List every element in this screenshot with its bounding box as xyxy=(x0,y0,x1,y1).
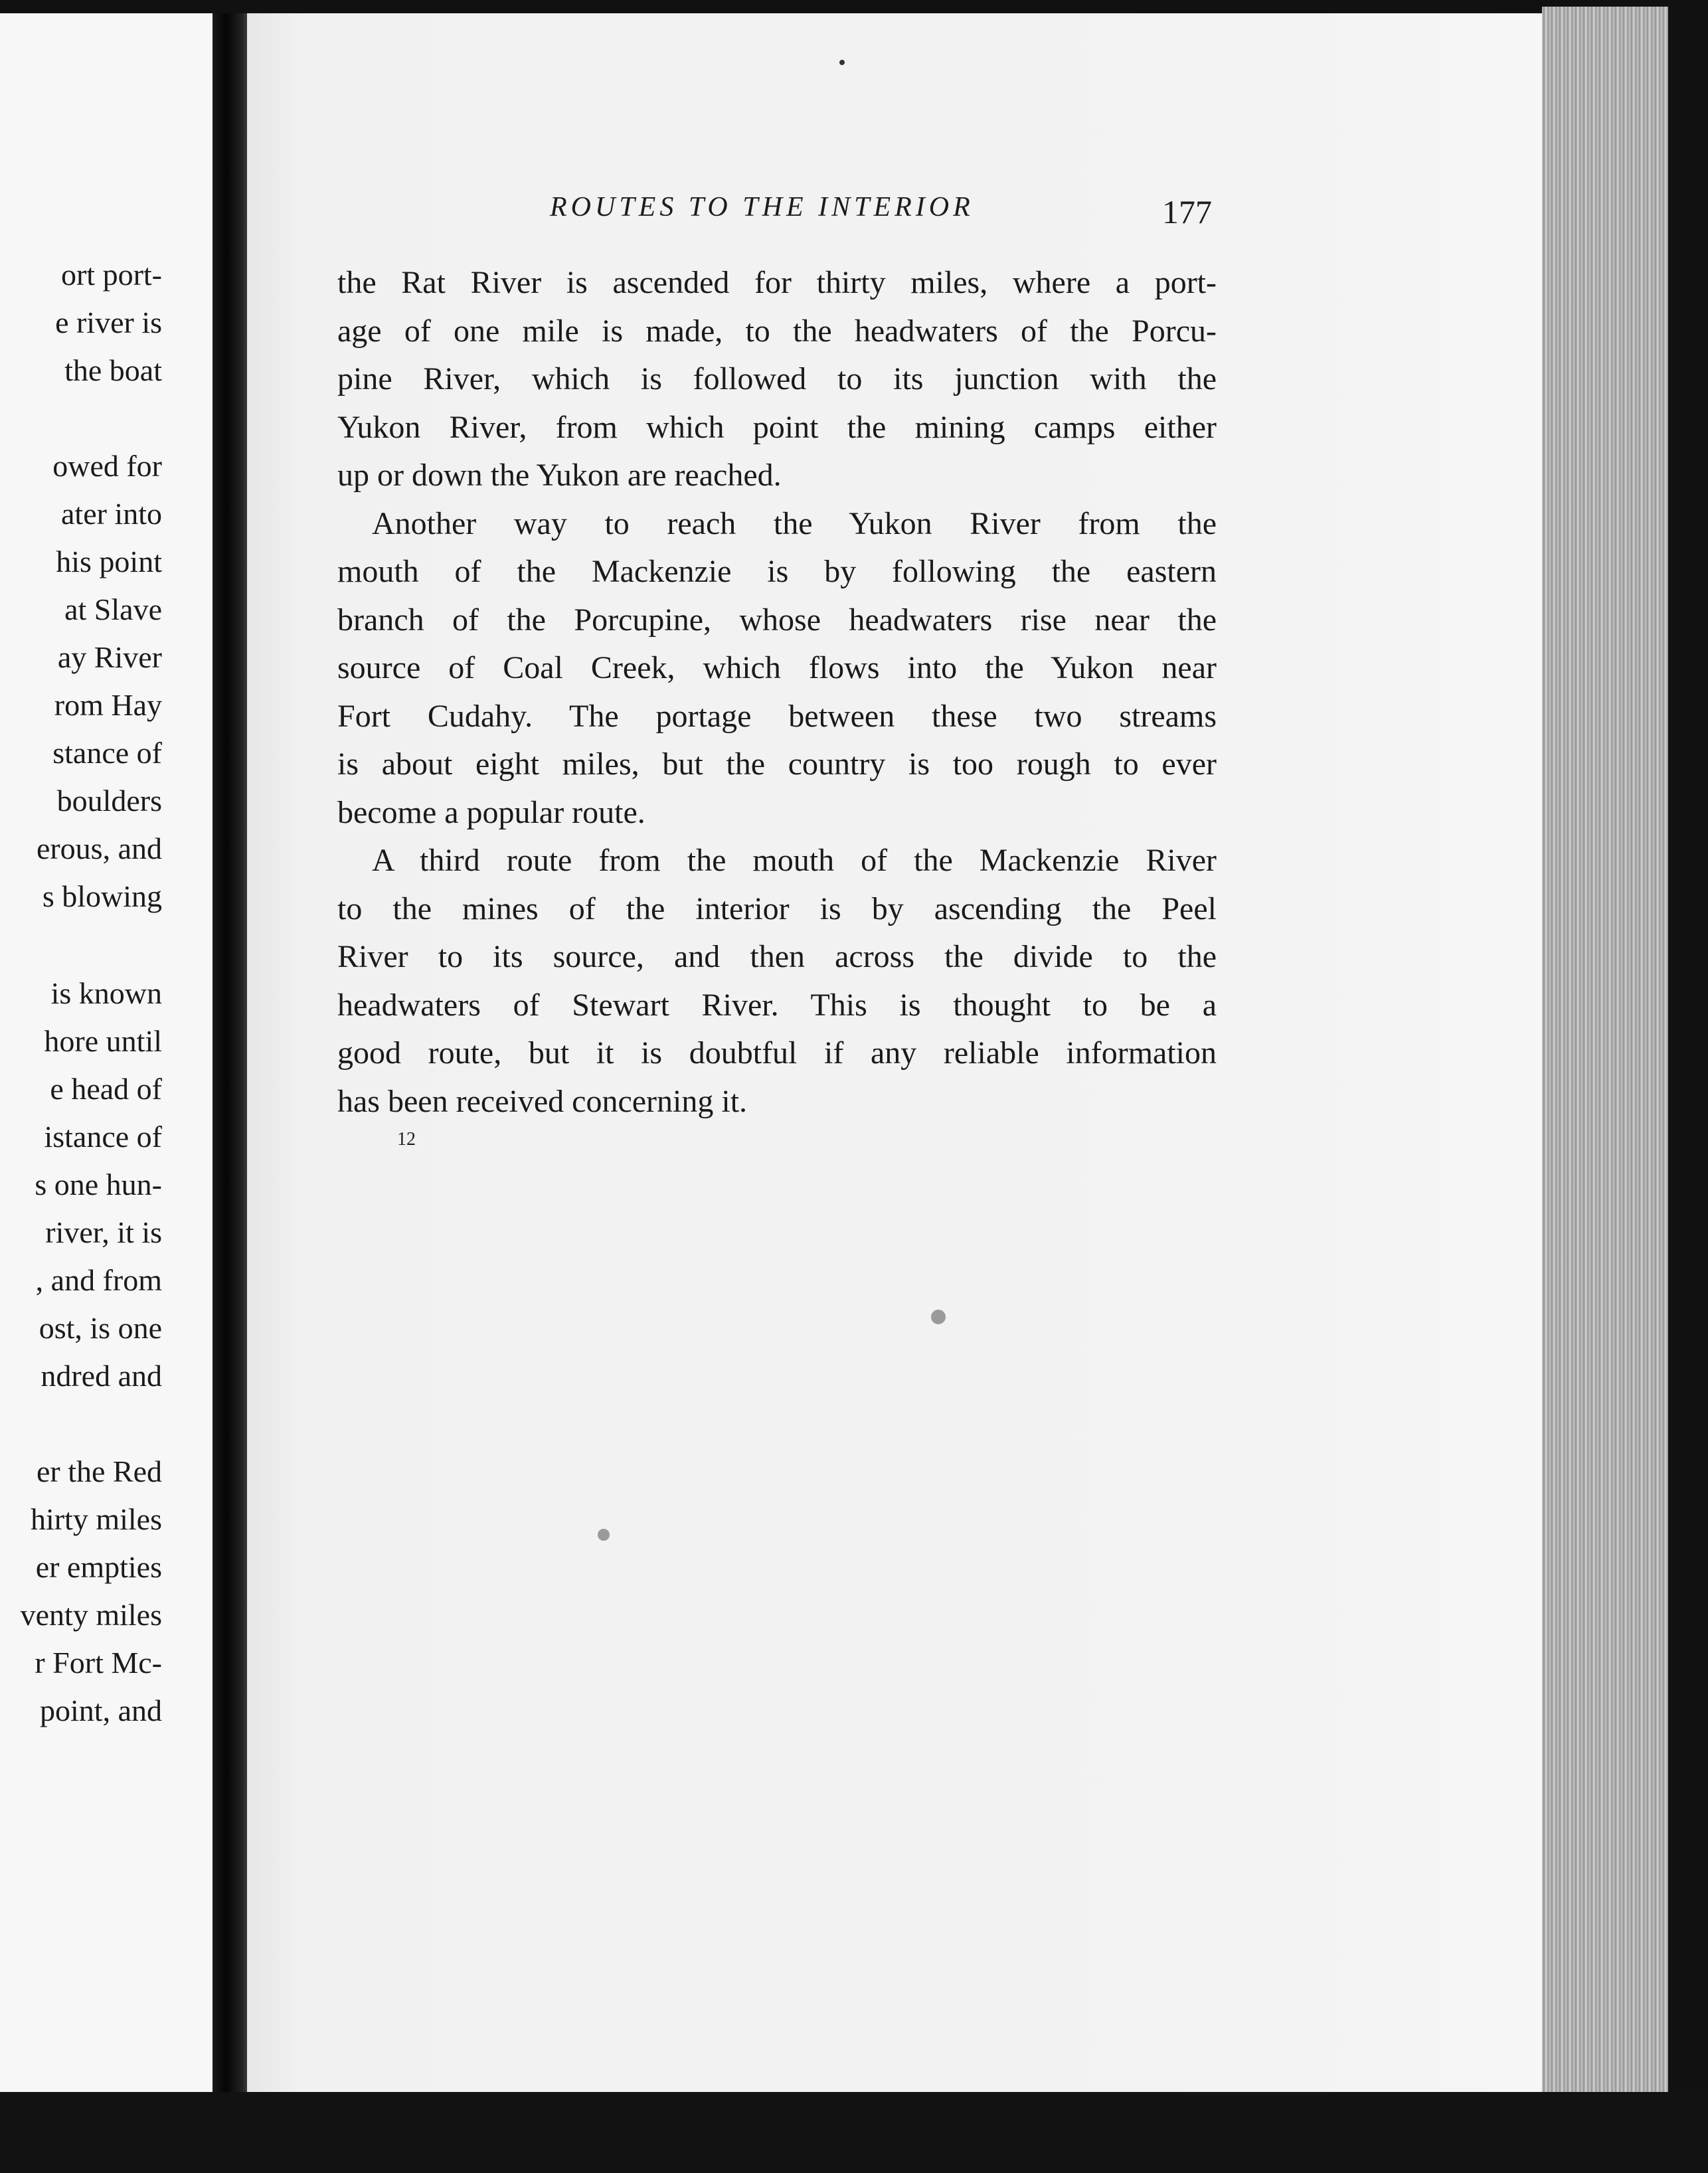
left-line: er empties xyxy=(35,1550,162,1584)
text-line: branch of the Porcupine, whose headwaters rise near the xyxy=(337,602,1217,638)
left-line: r Fort Mc- xyxy=(35,1646,162,1680)
text-line: Fort Cudahy. The portage between these two streams xyxy=(337,698,1217,734)
scanner-background-top xyxy=(0,0,1708,13)
text-line: headwaters of Stewart River. This is thought to be a xyxy=(337,987,1217,1023)
left-line: boulders xyxy=(56,784,162,818)
left-facing-page xyxy=(0,13,213,2132)
text-line: source of Coal Creek, which flows into the Yukon near xyxy=(337,650,1217,685)
paragraph xyxy=(337,500,1217,837)
text-line: is about eight miles, but the country is too rough to ever xyxy=(337,746,1217,782)
text-line: Another way to reach the Yukon River from the xyxy=(372,505,1217,541)
scanner-background-bottom xyxy=(0,2092,1708,2173)
text-line: mouth of the Mackenzie is by following the eastern xyxy=(337,554,1217,589)
text-line: good route, but it is doubtful if any reliable information xyxy=(337,1035,1217,1071)
left-line: point, and xyxy=(40,1694,162,1727)
left-line: ater into xyxy=(61,497,162,531)
left-line: his point xyxy=(56,545,162,578)
page-number: 177 xyxy=(1162,193,1212,230)
left-line: ndred and xyxy=(41,1359,162,1393)
text-line: River to its source, and then across the divide to the xyxy=(337,939,1217,974)
text-line: has been received concerning it. xyxy=(337,1083,748,1119)
left-line: venty miles xyxy=(20,1598,162,1632)
text-line: Yukon River, from which point the mining camps either xyxy=(337,409,1217,445)
signature-mark: 12 xyxy=(397,1129,416,1150)
left-line: river, it is xyxy=(45,1215,162,1249)
paper-speck xyxy=(598,1529,610,1541)
left-line: e head of xyxy=(50,1072,162,1106)
left-line: rom Hay xyxy=(54,688,162,722)
left-line: s blowing xyxy=(42,879,162,913)
left-line: is known xyxy=(50,976,162,1010)
left-line: ost, is one xyxy=(39,1311,162,1345)
text-line: age of one mile is made, to the headwaters of the Porcu- xyxy=(337,313,1217,349)
left-line: the boat xyxy=(64,353,162,387)
left-line: , and from xyxy=(35,1263,162,1297)
text-line: the Rat River is ascended for thirty miles, where a port- xyxy=(337,265,1217,300)
text-line: up or down the Yukon are reached. xyxy=(337,458,782,493)
left-line: hore until xyxy=(44,1024,162,1058)
left-line: e river is xyxy=(55,305,162,339)
paragraph xyxy=(337,259,1217,500)
book-gutter xyxy=(213,13,247,2112)
left-line: istance of xyxy=(44,1120,162,1154)
body-text xyxy=(337,259,1217,1126)
left-line: er the Red xyxy=(36,1454,162,1488)
left-line: at Slave xyxy=(64,592,162,626)
paper-speck xyxy=(931,1310,946,1324)
left-line: hirty miles xyxy=(30,1502,162,1536)
running-head: ROUTES TO THE INTERIOR xyxy=(550,192,974,222)
text-line: become a popular route. xyxy=(337,794,645,830)
scanner-background-right xyxy=(1668,0,1708,2173)
page-edges xyxy=(1542,7,1668,2132)
left-line: erous, and xyxy=(36,831,162,865)
text-line: to the mines of the interior is by ascending the Peel xyxy=(337,891,1217,926)
left-line: owed for xyxy=(52,449,162,483)
paper-speck xyxy=(839,60,845,65)
left-line: stance of xyxy=(52,736,162,770)
left-line: ay River xyxy=(57,640,162,674)
text-line: A third route from the mouth of the Mackenzie River xyxy=(372,843,1217,878)
text-line: pine River, which is followed to its junction with the xyxy=(337,361,1217,396)
left-line: s one hun- xyxy=(35,1168,162,1201)
left-line: ort port- xyxy=(60,258,162,292)
paragraph xyxy=(337,837,1217,1126)
